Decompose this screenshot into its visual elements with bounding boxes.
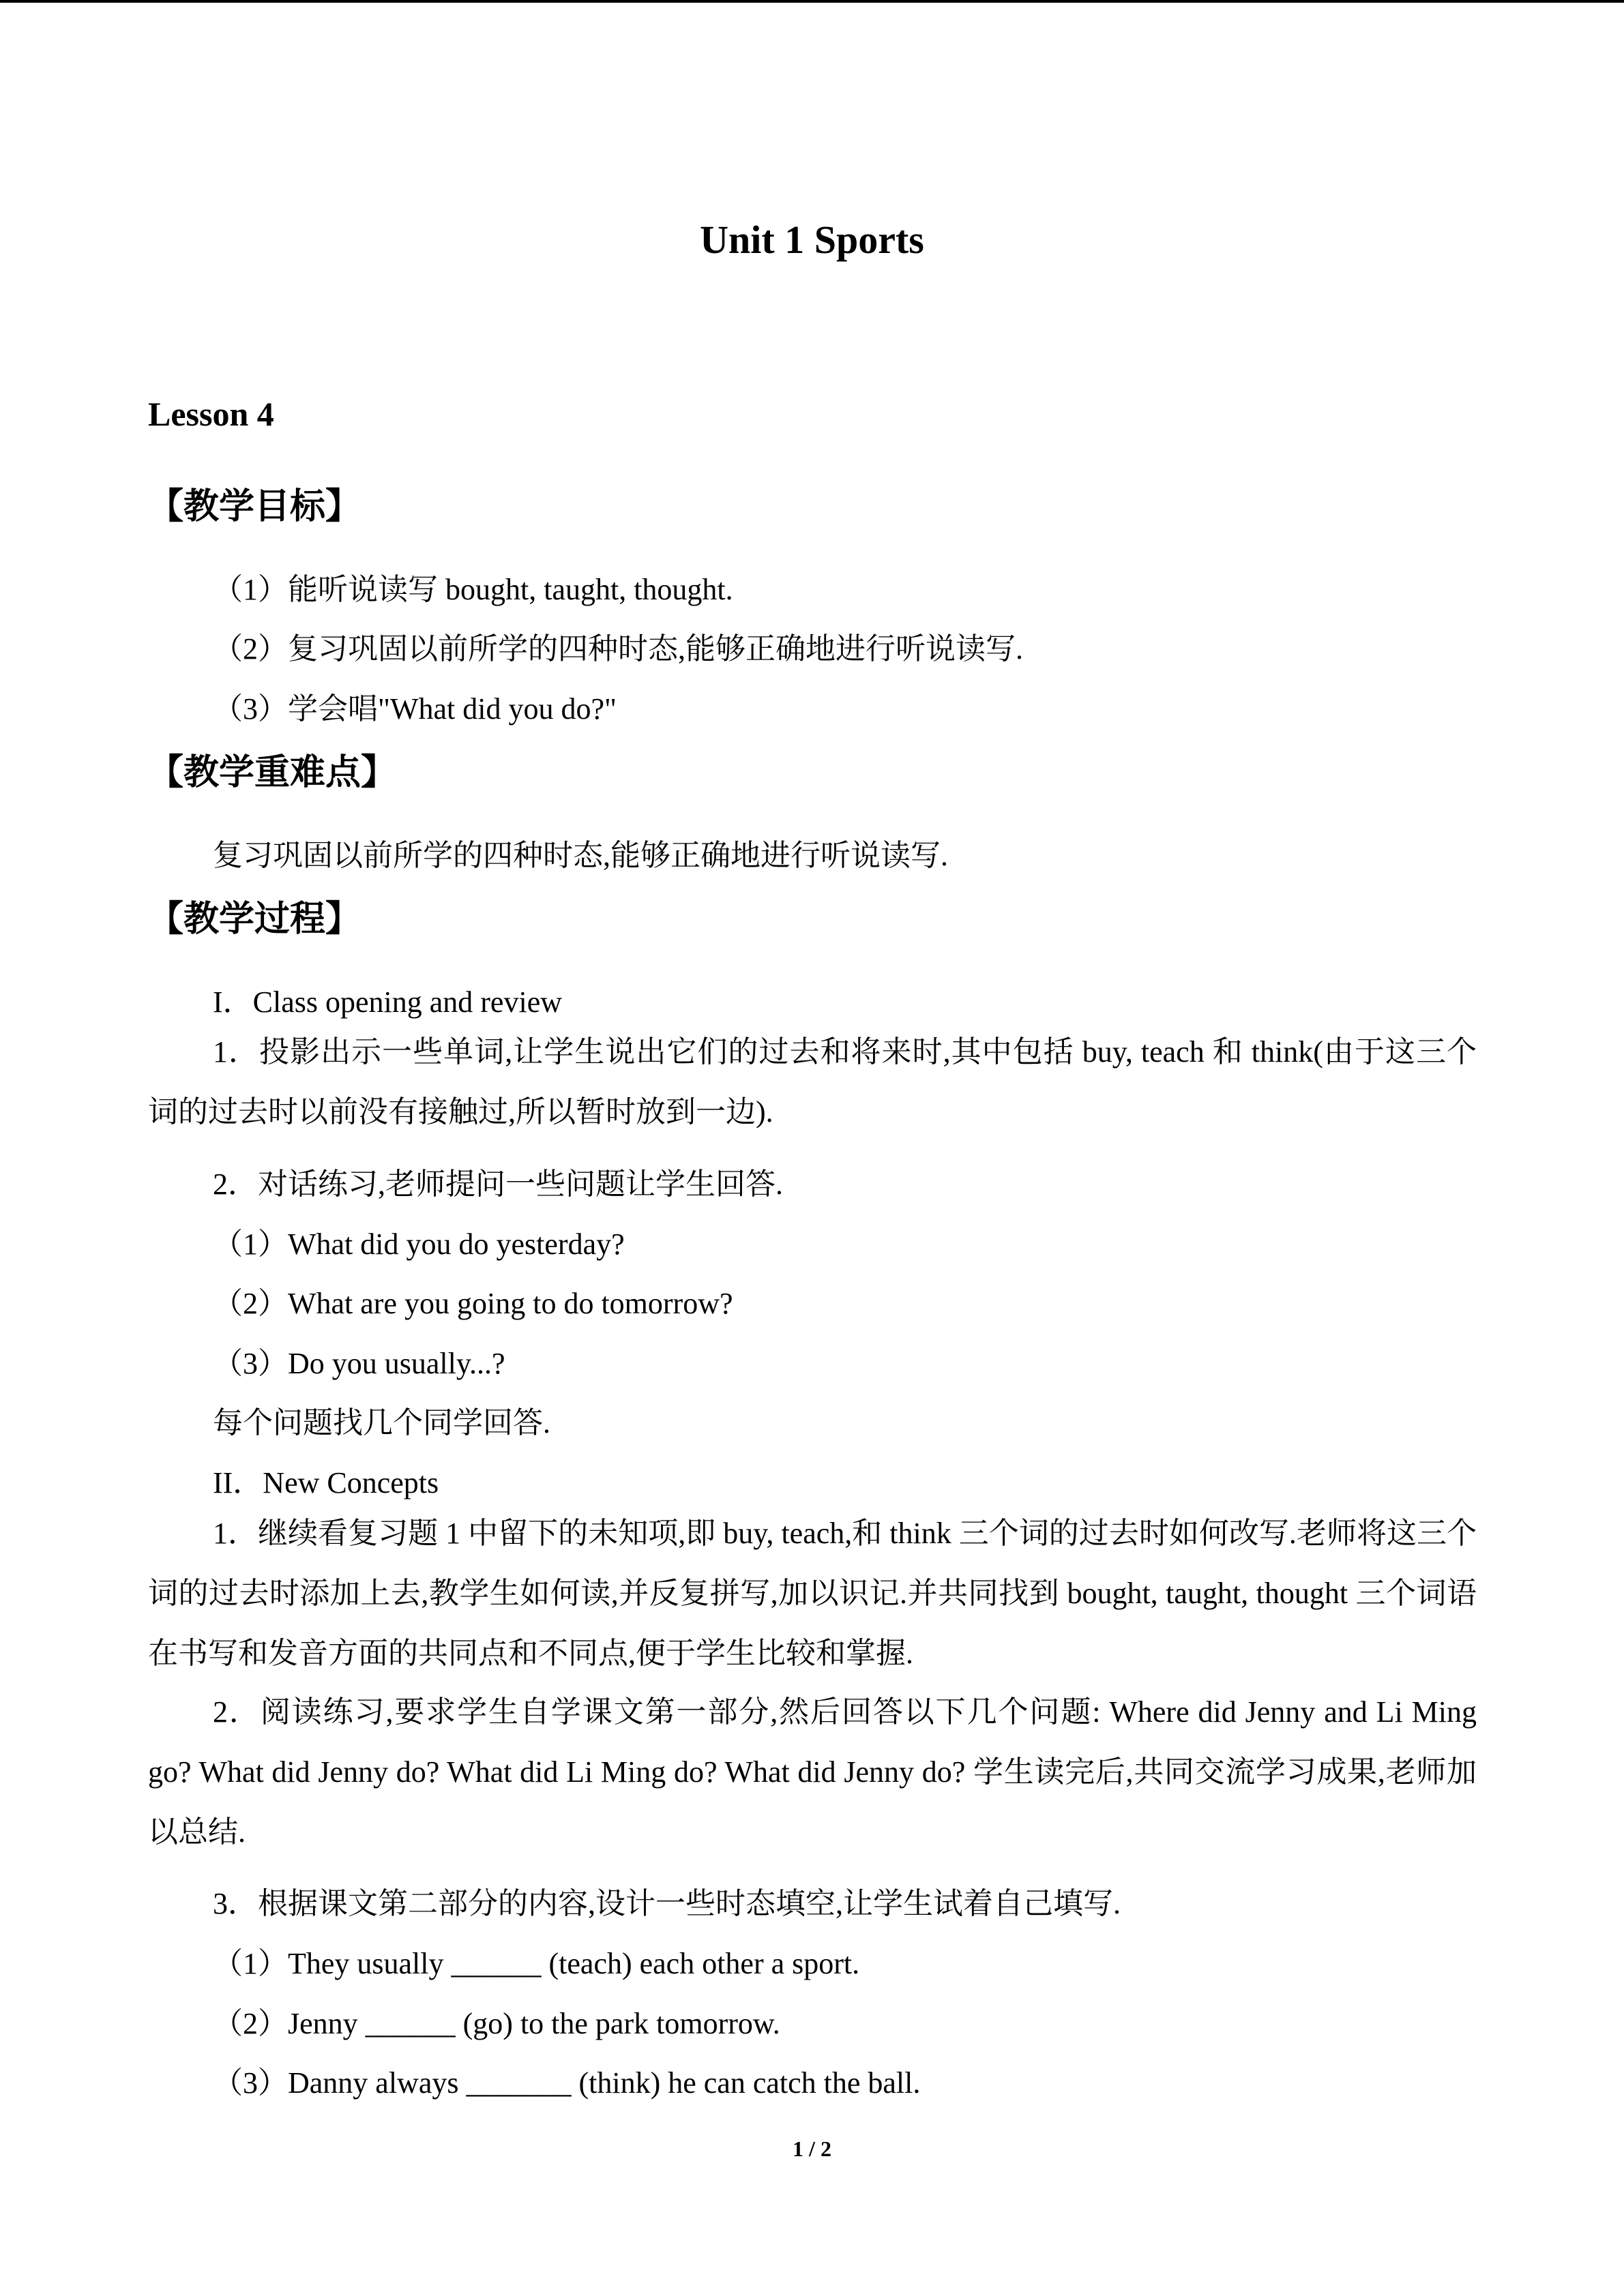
- part2-item2-paragraph: 2．阅读练习,要求学生自学课文第一部分,然后回答以下几个问题: Where did Jenny and Li Ming go? What did Jenny do? What did Li Ming do? What did Jenny do? 学生读完后,共同交流学习成果,老师加以总结.: [148, 1695, 1477, 1849]
- key-points-text: 复习巩固以前所学的四种时态,能够正确地进行听说读写.: [213, 839, 948, 872]
- section-heading-key-points: 【教学重难点】: [148, 752, 397, 793]
- objective-item-2: （2）复习巩固以前所学的四种时态,能够正确地进行听说读写.: [213, 632, 1023, 666]
- objective-item-3: （3）学会唱"What did you do?": [213, 692, 617, 726]
- part2-heading: II．New Concepts: [213, 1466, 439, 1500]
- part1-note: 每个问题找几个同学回答.: [213, 1406, 550, 1440]
- section-heading-process: 【教学过程】: [148, 899, 361, 940]
- part2-item1-paragraph: 1．继续看复习题 1 中留下的未知项,即 buy, teach,和 think 三个词的过去时如何改写.老师将这三个词的过去时添加上去,教学生如何读,并反复拼写,加以识记.并共同找到 bought, taught, thought 三个词语在书写和发音方面的共同点和不同点,便于学生比较和掌握.: [148, 1517, 1477, 1670]
- top-border-line: [0, 0, 1624, 3]
- part1-heading: I．Class opening and review: [213, 985, 562, 1019]
- part1-item1-paragraph: 1．投影出示一些单词,让学生说出它们的过去和将来时,其中包括 buy, teach 和 think(由于这三个词的过去时以前没有接触过,所以暂时放到一边).: [148, 1035, 1477, 1129]
- fill-blank-1: （1）They usually ______ (teach) each other a sport.: [213, 1947, 860, 1980]
- part1-question-2: （2）What are you going to do tomorrow?: [213, 1287, 733, 1320]
- fill-blank-2: （2）Jenny ______ (go) to the park tomorrow.: [213, 2007, 780, 2040]
- part1-question-1: （1）What did you do yesterday?: [213, 1227, 625, 1261]
- objective-item-1: （1）能听说读写 bought, taught, thought.: [213, 573, 733, 606]
- part1-item2: 2．对话练习,老师提问一些问题让学生回答.: [213, 1167, 783, 1201]
- part2-item3: 3．根据课文第二部分的内容,设计一些时态填空,让学生试着自己填写.: [213, 1887, 1121, 1920]
- lesson-heading: Lesson 4: [148, 395, 274, 433]
- section-heading-objectives: 【教学目标】: [148, 486, 361, 527]
- part1-question-3: （3）Do you usually...?: [213, 1347, 505, 1380]
- document-title: Unit 1 Sports: [700, 218, 924, 262]
- fill-blank-3: （3）Danny always _______ (think) he can catch the ball.: [213, 2066, 921, 2100]
- page-number: 1 / 2: [793, 2136, 831, 2161]
